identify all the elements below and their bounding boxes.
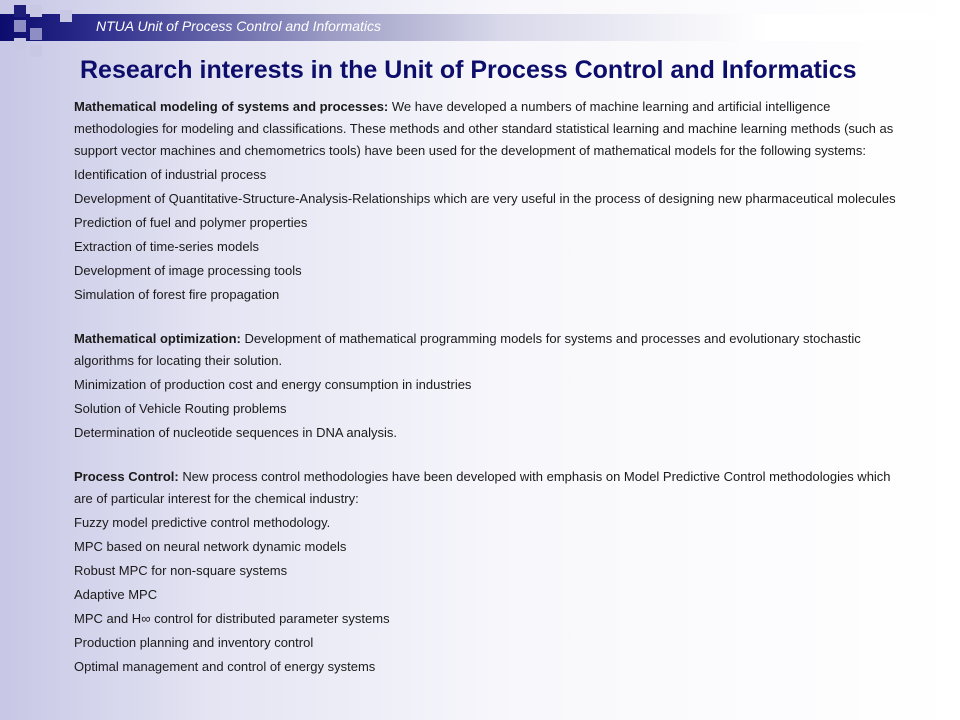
decor-square-1 <box>14 5 26 17</box>
list-item: Extraction of time-series models <box>74 239 259 254</box>
section-gap <box>74 308 910 328</box>
list-item: Adaptive MPC <box>74 587 158 602</box>
decor-square-4 <box>14 20 26 32</box>
list-item: MPC and H∞ control for distributed parameter systems <box>74 611 390 626</box>
list-item: Prediction of fuel and polymer properties <box>74 215 308 230</box>
modeling-paragraph <box>74 96 910 162</box>
control-paragraph <box>74 466 910 510</box>
decor-square-3 <box>60 10 72 22</box>
slide-title: Research interests in the Unit of Process Control and Informatics <box>80 56 857 84</box>
decor-square-6 <box>14 38 26 50</box>
optimization-paragraph <box>74 328 910 372</box>
list-item: Solution of Vehicle Routing problems <box>74 401 287 416</box>
control-intro: New process control methodologies have been developed with emphasis on Model Predictive Control methodologies which are of particular interest for the chemical industry: <box>74 469 891 506</box>
optimization-intro: Development of mathematical programming models for systems and processes and evolutionary stochastic algorithms for locating their solution. <box>74 331 861 368</box>
slide-content <box>74 96 910 680</box>
decor-square-7 <box>30 45 42 57</box>
list-item: Minimization of production cost and energy consumption in industries <box>74 377 472 392</box>
list-item: Determination of nucleotide sequences in DNA analysis. <box>74 425 398 440</box>
decor-square-5 <box>30 28 42 40</box>
list-item: Development of Quantitative-Structure-Analysis-Relationships which are very useful in the process of designing new pharmaceutical molecules <box>74 191 896 206</box>
list-item: Development of image processing tools <box>74 263 302 278</box>
list-item: Optimal management and control of energy systems <box>74 659 376 674</box>
control-heading: Process Control: <box>74 469 179 484</box>
list-item: Identification of industrial process <box>74 167 267 182</box>
banner-text: NTUA Unit of Process Control and Informatics <box>96 18 382 34</box>
modeling-heading: Mathematical modeling of systems and processes: <box>74 99 389 114</box>
list-item: Simulation of forest fire propagation <box>74 287 280 302</box>
list-item: Robust MPC for non-square systems <box>74 563 288 578</box>
list-item: MPC based on neural network dynamic models <box>74 539 347 554</box>
list-item: Fuzzy model predictive control methodology. <box>74 515 331 530</box>
list-item: Production planning and inventory control <box>74 635 314 650</box>
optimization-heading: Mathematical optimization: <box>74 331 241 346</box>
modeling-intro: We have developed a numbers of machine learning and artificial intelligence methodologies for modeling and classifications. These methods and other standard statistical learning and machine learning methods (such as support vector machines and chemometrics tools) have been used for the development of mathematical models for the following systems: <box>74 99 894 158</box>
section-gap <box>74 446 910 466</box>
decor-square-2 <box>30 5 42 17</box>
